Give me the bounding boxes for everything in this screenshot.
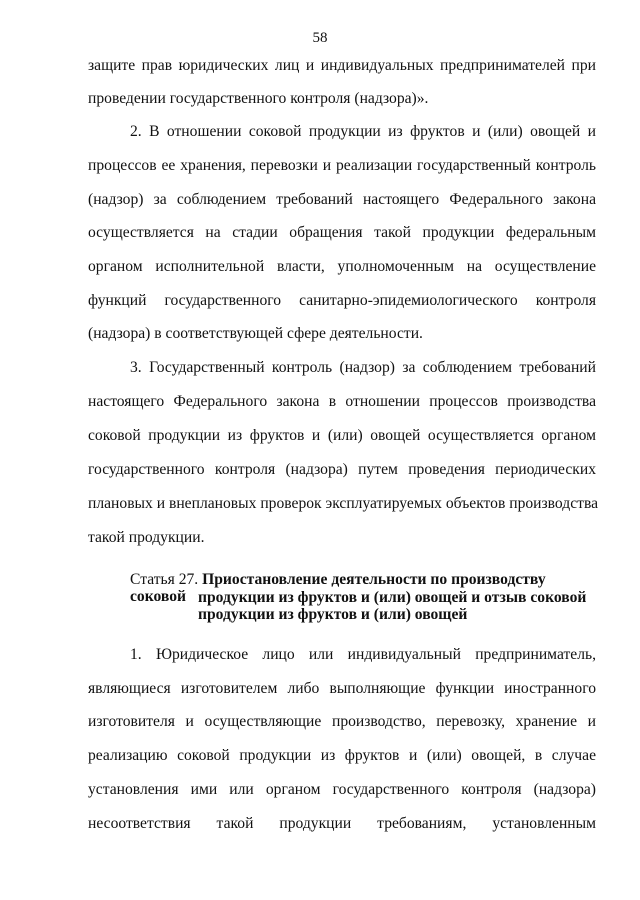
article-title-line: продукции из фруктов и (или) овощей и отзыв соковой: [198, 589, 587, 606]
text-line: осуществляется на стадии обращения такой продукции федеральным: [88, 224, 596, 241]
text-line: государственного контроля (надзора) путем проведения периодических: [88, 461, 596, 478]
text-line: органом исполнительной власти, уполномоченным на осуществление: [88, 258, 596, 275]
text-line: (надзор) за соблюдением требований настоящего Федерального закона: [88, 191, 596, 208]
text-line: соковой продукции из фруктов и (или) овощей осуществляется органом: [88, 427, 596, 444]
text-line: плановых и внеплановых проверок эксплуатируемых объектов производства: [88, 495, 599, 512]
text-line: такой продукции.: [88, 529, 205, 546]
text-line: процессов ее хранения, перевозки и реализации государственный контроль: [88, 157, 596, 174]
page-number: 58: [312, 30, 328, 46]
text-line: (надзора) в соответствующей сфере деятельности.: [88, 325, 423, 342]
paragraph-4-first-line: 1. Юридическое лицо или индивидуальный предприниматель,: [130, 646, 596, 663]
article-title-line: продукции из фруктов и (или) овощей: [198, 606, 468, 623]
text-line: настоящего Федерального закона в отношении процессов производства: [88, 393, 596, 410]
text-line: установления ими или органом государственного контроля (надзора): [88, 781, 596, 798]
text-line: изготовителя и осуществляющие производство, перевозку, хранение и: [88, 713, 596, 730]
text-line: проведении государственного контроля (надзора)».: [88, 90, 429, 107]
text-line: функций государственного санитарно-эпидемиологического контроля: [88, 292, 596, 309]
text-line: являющиеся изготовителем либо выполняющие функции иностранного: [88, 680, 596, 697]
article-title-line: Приостановление деятельности по производству соковой: [130, 571, 546, 605]
text-line: несоответствия такой продукции требованиям, установленным: [88, 815, 596, 832]
paragraph-2-first-line: 2. В отношении соковой продукции из фруктов и (или) овощей и: [130, 123, 596, 140]
article-label: Статья 27.: [130, 571, 199, 588]
paragraph-3-first-line: 3. Государственный контроль (надзор) за соблюдением требований: [130, 359, 596, 376]
text-line: реализацию соковой продукции из фруктов и (или) овощей, в случае: [88, 747, 596, 764]
text-line: защите прав юридических лиц и индивидуальных предпринимателей при: [88, 57, 596, 74]
